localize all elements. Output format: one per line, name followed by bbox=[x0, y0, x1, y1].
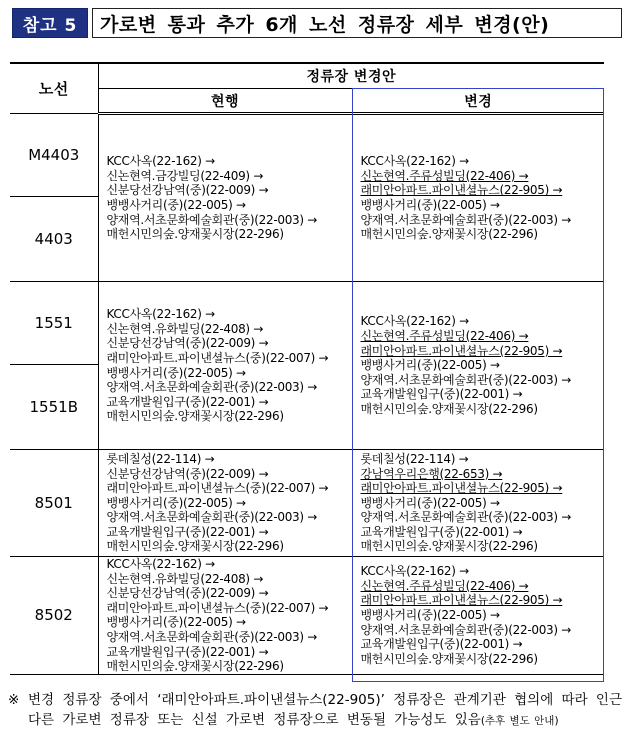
stop-line: 매헌시민의숲.양재꽃시장(22-296) bbox=[360, 227, 538, 242]
stop-line: 양재역.서초문화예술회관(중)(22-003) → bbox=[106, 212, 318, 227]
route-number: 1551B bbox=[10, 365, 98, 450]
stop-line: 뱅뱅사거리(중)(22-005) → bbox=[360, 495, 500, 510]
reference-badge bbox=[12, 8, 88, 38]
changed-stop-line: 래미안아파트.파이낸셜뉴스(22-905) → bbox=[360, 593, 563, 608]
stop-line: KCC사옥(22-162) → bbox=[106, 307, 215, 322]
stop-line: 신분당선강남역(중)(22-009) → bbox=[106, 336, 269, 351]
current-stops-cell bbox=[98, 114, 352, 282]
stop-line: 매헌시민의숲.양재꽃시장(22-296) bbox=[360, 539, 538, 554]
page-title: 가로변 통과 추가 6개 노선 정류장 세부 변경(안) bbox=[100, 13, 550, 36]
stop-line: 양재역.서초문화예술회관(중)(22-003) → bbox=[360, 622, 572, 637]
stop-line: 신분당선강남역(중)(22-009) → bbox=[106, 466, 269, 481]
subheader-row bbox=[10, 89, 604, 114]
stop-line: 매헌시민의숲.양재꽃시장(22-296) bbox=[360, 651, 538, 666]
stop-line: KCC사옥(22-162) → bbox=[360, 154, 469, 169]
stop-line: 양재역.서초문화예술회관(중)(22-003) → bbox=[360, 372, 572, 387]
header-changed: 변경 bbox=[352, 89, 604, 114]
stop-line: 양재역.서초문화예술회관(중)(22-003) → bbox=[106, 510, 318, 525]
footnote-mark: ※ bbox=[8, 692, 20, 708]
reference-badge-label: 참고 5 bbox=[22, 15, 78, 36]
route-number: 8501 bbox=[10, 450, 98, 557]
stop-line: 래미안아파트.파이낸셜뉴스(중)(22-007) → bbox=[106, 481, 329, 496]
changed-stop-line: 래미안아파트.파이낸셜뉴스(22-905) → bbox=[360, 183, 563, 198]
route-number: 1551 bbox=[10, 282, 98, 365]
route-number: 8502 bbox=[10, 557, 98, 675]
header-route: 노선 bbox=[10, 63, 98, 114]
stop-change-table bbox=[10, 62, 604, 675]
stop-line: 롯데칠성(22-114) → bbox=[106, 451, 215, 466]
changed-stop-line: 래미안아파트.파이낸셜뉴스(22-905) → bbox=[360, 343, 563, 358]
stop-line: 신논현역.유화빌딩(22-408) → bbox=[106, 571, 264, 586]
stop-line: 뱅뱅사거리(중)(22-005) → bbox=[360, 608, 500, 623]
footnote-note: (추후 별도 안내) bbox=[480, 715, 559, 727]
changed-stop-line: 신논현역.주류성빌딩(22-406) → bbox=[360, 578, 529, 593]
stop-line: 매헌시민의숲.양재꽃시장(22-296) bbox=[106, 539, 284, 554]
changed-stops-cell bbox=[352, 114, 604, 282]
header-current: 현행 bbox=[98, 89, 352, 114]
table-row bbox=[10, 450, 604, 557]
stop-line: KCC사옥(22-162) → bbox=[360, 564, 469, 579]
changed-stops-cell bbox=[352, 450, 604, 557]
changed-stop-line: 신논현역.주류성빌딩(22-406) → bbox=[360, 329, 529, 344]
stop-line: 신논현역.유화빌딩(22-408) → bbox=[106, 321, 264, 336]
current-stops-cell bbox=[98, 557, 352, 675]
footnote-line bbox=[28, 710, 622, 731]
table-row bbox=[10, 114, 604, 197]
stop-line: 뱅뱅사거리(중)(22-005) → bbox=[106, 615, 246, 630]
stop-line: 뱅뱅사거리(중)(22-005) → bbox=[360, 358, 500, 373]
current-stops-cell bbox=[98, 450, 352, 557]
header-row bbox=[10, 63, 604, 89]
title-box bbox=[92, 8, 622, 38]
stop-line: KCC사옥(22-162) → bbox=[106, 557, 215, 571]
stop-line: 매헌시민의숲.양재꽃시장(22-296) bbox=[360, 401, 538, 416]
stop-line: 교육개발원입구(중)(22-001) → bbox=[360, 524, 523, 539]
stop-line: 래미안아파트.파이낸셜뉴스(중)(22-007) → bbox=[106, 350, 329, 365]
stop-line: 매헌시민의숲.양재꽃시장(22-296) bbox=[106, 227, 284, 242]
stop-line: 교육개발원입구(중)(22-001) → bbox=[106, 524, 269, 539]
stop-line: 매헌시민의숲.양재꽃시장(22-296) bbox=[106, 409, 284, 424]
changed-stops-cell bbox=[352, 557, 604, 675]
table-row bbox=[10, 557, 604, 675]
footnote-line-text: 다른 가로변 정류장 또는 신설 가로변 정류장으로 변동될 가능성도 있음 bbox=[28, 712, 481, 728]
stop-line: 교육개발원입구(중)(22-001) → bbox=[360, 387, 523, 402]
stop-line: KCC사옥(22-162) → bbox=[106, 154, 215, 169]
stop-line: 교육개발원입구(중)(22-001) → bbox=[106, 394, 269, 409]
stop-line: 뱅뱅사거리(중)(22-005) → bbox=[360, 198, 500, 212]
stop-line: 뱅뱅사거리(중)(22-005) → bbox=[106, 495, 246, 510]
stop-line: 양재역.서초문화예술회관(중)(22-003) → bbox=[360, 212, 572, 227]
stop-line: 양재역.서초문화예술회관(중)(22-003) → bbox=[360, 510, 572, 525]
route-number: M4403 bbox=[10, 114, 98, 197]
stop-line: KCC사옥(22-162) → bbox=[360, 314, 469, 329]
footnote-line: 변경 정류장 중에서 ‘래미안아파트.파이낸셜뉴스(22-905)’ 정류장은 관계기관 협의에 따라 인근 bbox=[28, 692, 622, 708]
stop-line: 양재역.서초문화예술회관(중)(22-003) → bbox=[106, 629, 318, 644]
stop-line: 래미안아파트.파이낸셜뉴스(중)(22-007) → bbox=[106, 600, 329, 615]
header-stop-change-plan: 정류장 변경안 bbox=[98, 63, 604, 89]
changed-stop-line: 신논현역.주류성빌딩(22-406) → bbox=[360, 168, 529, 183]
stop-line: 롯데칠성(22-114) → bbox=[360, 451, 469, 466]
footnote bbox=[8, 690, 622, 731]
stop-line: 신분당선강남역(중)(22-009) → bbox=[106, 586, 269, 601]
stop-line: 매헌시민의숲.양재꽃시장(22-296) bbox=[106, 659, 284, 674]
changed-stop-line: 강남역우리은행(22-653) → bbox=[360, 466, 503, 481]
stop-line: 교육개발원입구(중)(22-001) → bbox=[360, 637, 523, 652]
route-number: 4403 bbox=[10, 197, 98, 282]
stop-line: 신논현역.금강빌딩(22-409) → bbox=[106, 168, 264, 183]
changed-stop-line: 래미안아파트.파이낸셜뉴스(22-905) → bbox=[360, 481, 563, 496]
stop-line: 양재역.서초문화예술회관(중)(22-003) → bbox=[106, 380, 318, 395]
stop-line: 교육개발원입구(중)(22-001) → bbox=[106, 644, 269, 659]
stop-line: 뱅뱅사거리(중)(22-005) → bbox=[106, 198, 246, 212]
changed-stops-cell bbox=[352, 282, 604, 450]
table-row bbox=[10, 282, 604, 365]
current-stops-cell bbox=[98, 282, 352, 450]
stop-line: 신분당선강남역(중)(22-009) → bbox=[106, 183, 269, 198]
stop-line: 뱅뱅사거리(중)(22-005) → bbox=[106, 365, 246, 380]
